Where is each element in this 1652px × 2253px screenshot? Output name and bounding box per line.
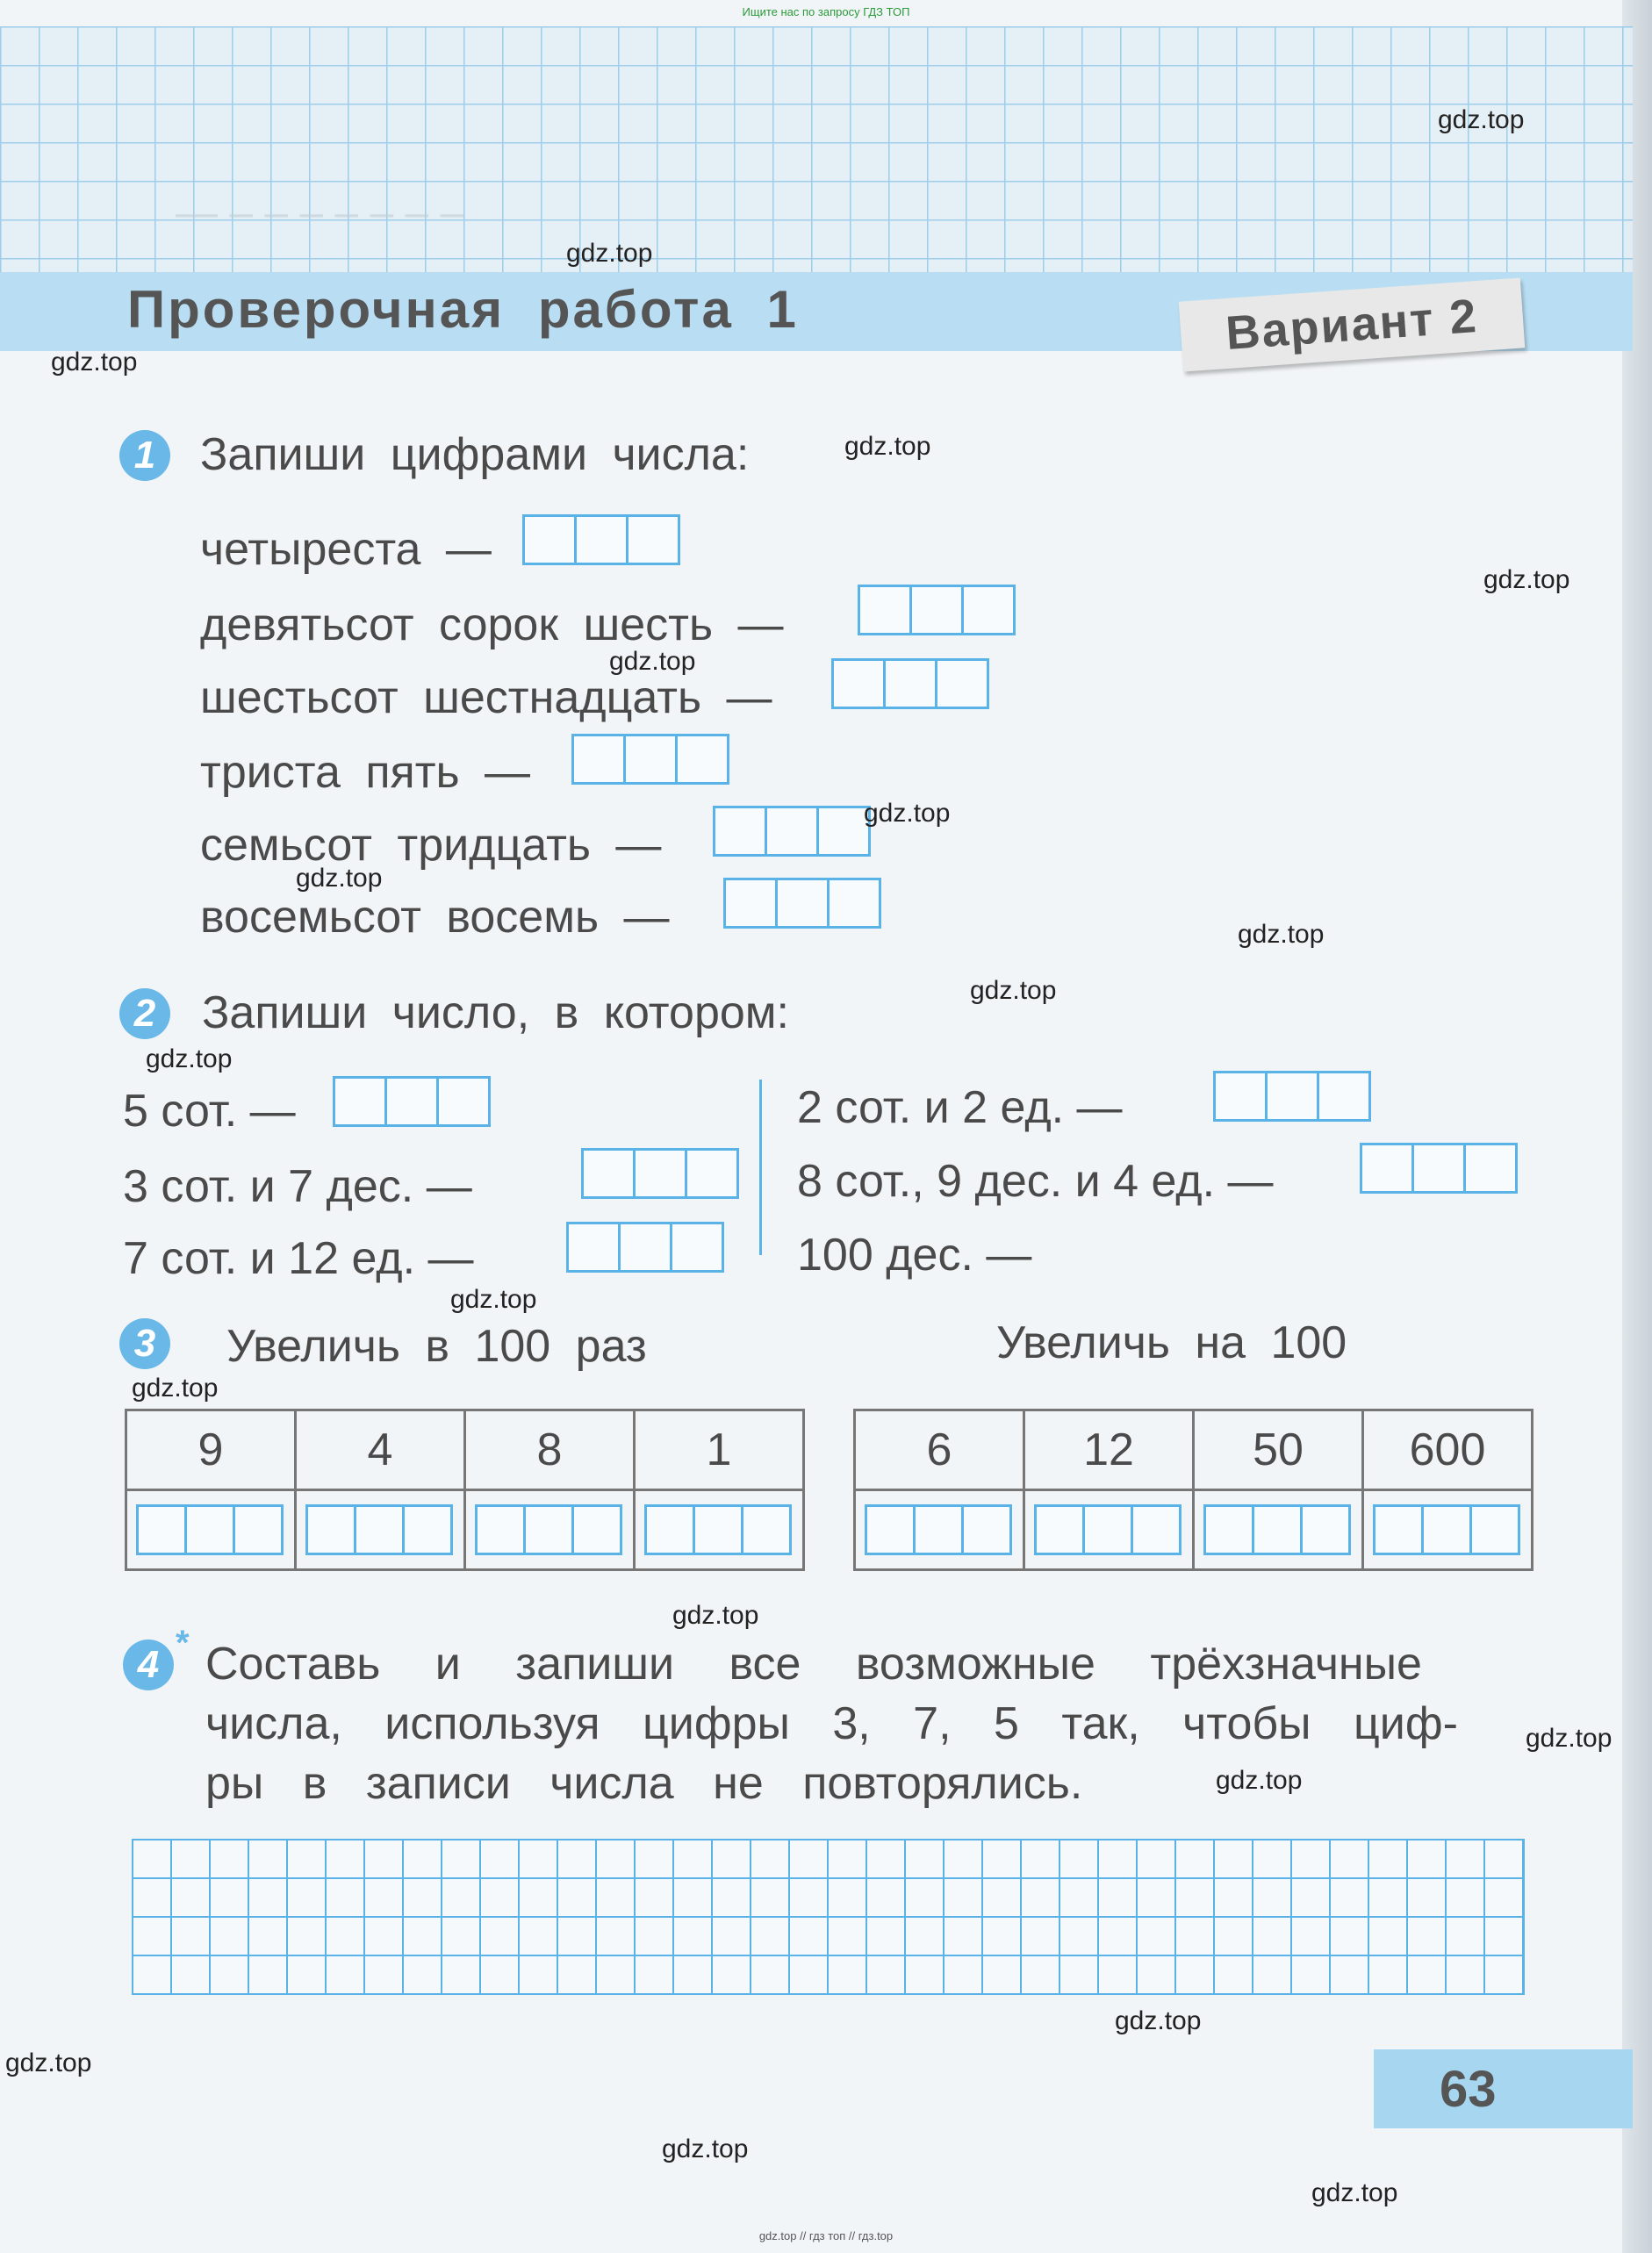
column-divider xyxy=(759,1080,762,1255)
top-note: Ищите нас по запросу ГДЗ ТОП xyxy=(742,5,910,18)
watermark: gdz.top xyxy=(844,432,931,461)
watermark: gdz.top xyxy=(970,976,1057,1005)
watermark: gdz.top xyxy=(672,1601,759,1630)
variant-badge: Вариант 2 xyxy=(1179,277,1526,371)
table-cell: 1 xyxy=(635,1410,804,1490)
watermark: gdz.top xyxy=(1238,920,1325,949)
watermark: gdz.top xyxy=(51,348,138,377)
task2-left-item: 5 сот. — xyxy=(123,1086,296,1137)
answer-cell[interactable] xyxy=(1194,1490,1363,1570)
task3-left-table xyxy=(125,1409,805,1571)
watermark: gdz.top xyxy=(1115,2006,1202,2035)
star-icon: * xyxy=(176,1624,190,1662)
watermark: gdz.top xyxy=(296,864,383,893)
watermark: gdz.top xyxy=(132,1374,219,1403)
task2-right-item: 2 сот. и 2 ед. — xyxy=(797,1082,1123,1133)
watermark: gdz.top xyxy=(5,2049,92,2077)
task2-prompt: Запиши число, в котором: xyxy=(202,987,789,1038)
answer-cells[interactable] xyxy=(715,806,871,857)
task4-line: ры в записи числа не повторялись. xyxy=(205,1758,1083,1809)
answer-cell[interactable] xyxy=(126,1490,296,1570)
task1-item: триста пять — xyxy=(200,747,531,798)
answer-cells[interactable] xyxy=(860,585,1016,635)
task-number-4: 4 xyxy=(123,1640,174,1690)
bleed-through-text: — ‒ ‒ ‒ ‒ ‒ ‒ ‒ xyxy=(176,190,464,236)
task1-item: девятьсот сорок шесть — xyxy=(200,599,784,650)
table-cell: 600 xyxy=(1363,1410,1533,1490)
task-number-1: 1 xyxy=(119,430,170,481)
task4-line: числа, используя цифры 3, 7, 5 так, чтобы циф- xyxy=(205,1698,1458,1749)
answer-grid[interactable] xyxy=(132,1839,1525,1995)
task1-item: шестьсот шестнадцать — xyxy=(200,672,772,723)
table-cell: 50 xyxy=(1194,1410,1363,1490)
watermark: gdz.top xyxy=(609,647,696,676)
answer-cell[interactable] xyxy=(635,1490,804,1570)
watermark: gdz.top xyxy=(450,1285,537,1314)
task-number-2: 2 xyxy=(119,988,170,1039)
answer-cell[interactable] xyxy=(296,1490,465,1570)
watermark: gdz.top xyxy=(1483,565,1570,594)
answer-cell[interactable] xyxy=(465,1490,635,1570)
watermark: gdz.top xyxy=(566,239,653,268)
watermark: gdz.top xyxy=(1438,105,1525,134)
answer-cells[interactable] xyxy=(834,658,989,709)
table-cell: 4 xyxy=(296,1410,465,1490)
answer-cells[interactable] xyxy=(1216,1071,1371,1122)
table-cell: 12 xyxy=(1024,1410,1194,1490)
watermark: gdz.top xyxy=(662,2135,749,2163)
watermark: gdz.top xyxy=(1311,2178,1398,2207)
answer-cell[interactable] xyxy=(855,1490,1024,1570)
answer-cells[interactable] xyxy=(584,1148,739,1199)
answer-cells[interactable] xyxy=(726,878,881,929)
page-title: Проверочная работа 1 xyxy=(127,280,799,339)
table-cell: 9 xyxy=(126,1410,296,1490)
watermark: gdz.top xyxy=(864,799,951,828)
header-grid-band xyxy=(0,26,1633,281)
task1-prompt: Запиши цифрами числа: xyxy=(200,429,750,480)
watermark: gdz.top xyxy=(146,1044,233,1073)
answer-cell[interactable] xyxy=(1024,1490,1194,1570)
task1-item: восемьсот восемь — xyxy=(200,892,670,943)
task2-right-item: 8 сот., 9 дес. и 4 ед. — xyxy=(797,1156,1274,1207)
task1-item: четыреста — xyxy=(200,524,492,575)
answer-cells[interactable] xyxy=(525,514,680,565)
table-cell: 8 xyxy=(465,1410,635,1490)
watermark: gdz.top xyxy=(1526,1724,1612,1753)
task3-left-label: Увеличь в 100 раз xyxy=(226,1321,647,1372)
page-number: 63 xyxy=(1374,2049,1633,2128)
task2-left-item: 7 сот. и 12 ед. — xyxy=(123,1233,474,1284)
task-number-3: 3 xyxy=(119,1318,170,1369)
answer-cells[interactable] xyxy=(574,734,729,785)
table-cell: 6 xyxy=(855,1410,1024,1490)
task3-right-label: Увеличь на 100 xyxy=(996,1317,1347,1368)
task4-line: Составь и запиши все возможные трёхзначные xyxy=(205,1639,1422,1690)
answer-cell[interactable] xyxy=(1363,1490,1533,1570)
answer-cells[interactable] xyxy=(1362,1143,1518,1194)
task3-right-table xyxy=(853,1409,1533,1571)
task1-item: семьсот тридцать — xyxy=(200,820,662,871)
answer-cells[interactable] xyxy=(569,1222,724,1273)
footer-note: gdz.top // гдз топ // гдз.top xyxy=(758,2229,894,2242)
watermark: gdz.top xyxy=(1216,1766,1303,1795)
task2-left-item: 3 сот. и 7 дес. — xyxy=(123,1161,472,1212)
answer-cells[interactable] xyxy=(335,1076,491,1127)
task2-right-item: 100 дес. — xyxy=(797,1230,1032,1281)
